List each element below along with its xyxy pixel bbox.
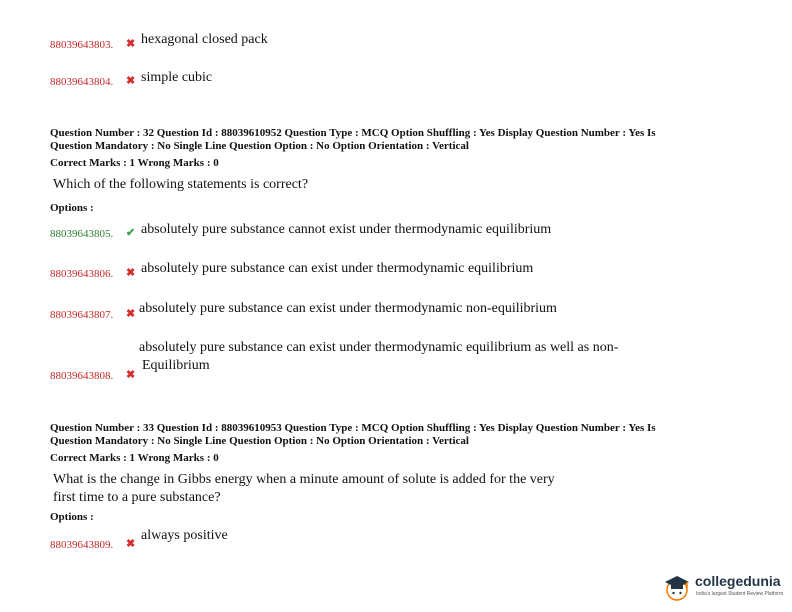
question-text [53,471,555,507]
graduation-cap-icon [662,573,692,603]
collegedunia-logo [662,571,786,605]
option-text: always positive [141,528,228,543]
question-meta-line: Question Number : 32 Question Id : 88039610952 Question Type : MCQ Option Shuffling : Yes Display Question Number : Yes Is [50,127,656,139]
logo-tagline: India's largest Student Review Platform [696,591,784,597]
option-text: hexagonal closed pack [141,32,268,47]
option-text: simple cubic [141,70,213,85]
question-meta [50,422,656,448]
question-text: Which of the following statements is correct? [53,177,309,192]
question-marks: Correct Marks : 1 Wrong Marks : 0 [50,157,219,169]
question-text-line: What is the change in Gibbs energy when a minute amount of solute is added for the very [53,472,555,487]
question-meta-line: Question Number : 33 Question Id : 88039610953 Question Type : MCQ Option Shuffling : Yes Display Question Number : Yes Is [50,422,656,434]
option-text: absolutely pure substance can exist under thermodynamic equilibrium as well as non- [139,340,619,355]
option-id: 88039643809. [50,539,114,551]
option-id: 88039643807. [50,309,114,321]
option-id: 88039643808. [50,370,114,382]
option-text: absolutely pure substance can exist under thermodynamic equilibrium [141,261,534,276]
wrong-mark-icon: ✖ [126,38,136,50]
wrong-mark-icon: ✖ [126,308,136,320]
option-text: absolutely pure substance cannot exist under thermodynamic equilibrium [141,222,552,237]
option-id: 88039643806. [50,268,114,280]
option-text: Equilibrium [142,358,210,373]
question-marks: Correct Marks : 1 Wrong Marks : 0 [50,452,219,464]
option-text: absolutely pure substance can exist under thermodynamic non-equilibrium [139,301,557,316]
wrong-mark-icon: ✖ [126,538,136,550]
option-id: 88039643803. [50,39,114,51]
wrong-mark-icon: ✖ [126,369,136,381]
options-label: Options : [50,202,94,214]
option-id: 88039643805. [50,228,114,240]
question-meta-line: Question Mandatory : No Single Line Question Option : No Option Orientation : Vertical [50,140,469,152]
check-mark-icon: ✔ [126,227,136,239]
option-id: 88039643804. [50,76,114,88]
wrong-mark-icon: ✖ [126,267,136,279]
options-label: Options : [50,511,94,523]
question-text-line: first time to a pure substance? [53,490,221,505]
question-meta [50,127,656,153]
wrong-mark-icon: ✖ [126,75,136,87]
logo-name: collegedunia [695,573,781,589]
question-meta-line: Question Mandatory : No Single Line Question Option : No Option Orientation : Vertical [50,435,469,447]
